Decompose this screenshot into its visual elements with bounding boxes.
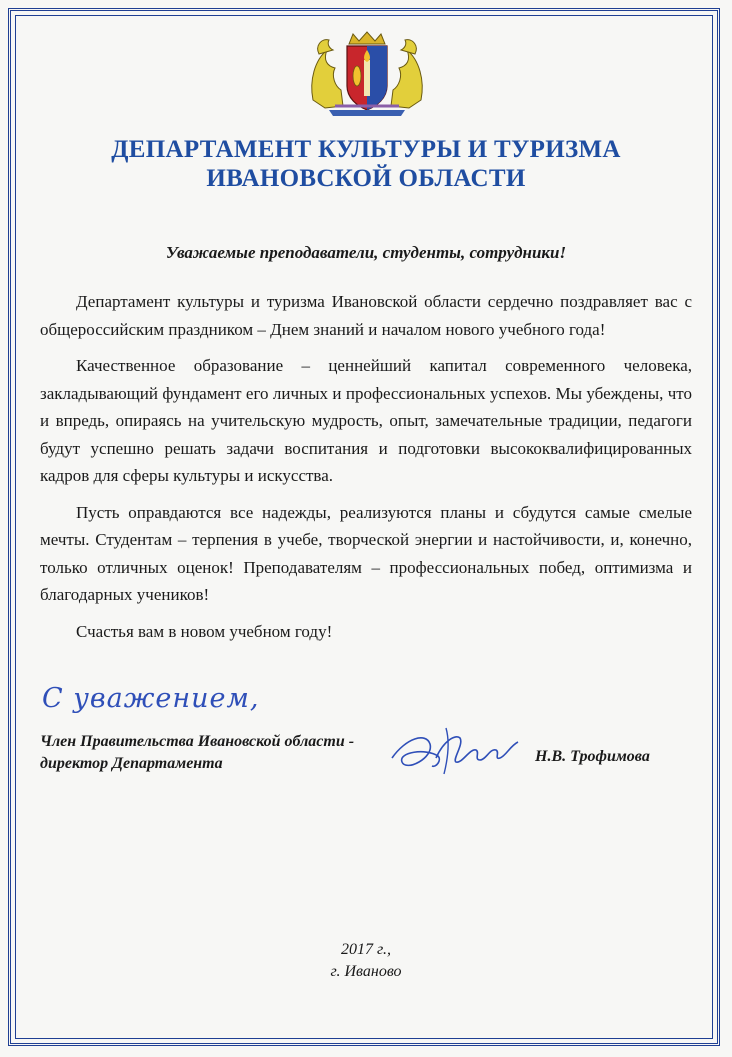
footer-year: 2017 г., [340, 941, 392, 958]
signatory-title-line2: директор Департамента [40, 755, 223, 772]
signatory-name: Н.В. Трофимова [535, 748, 650, 765]
paragraph: Качественное образование – ценнейший капитал современного человека, закладывающий фундамент его личных и профессиональных успехов. Мы убеждены, что и впредь, опираясь на учительскую мудрость, опыт, замечательные традиции, педагоги будут успешно решать задачи воспитания и подготовки высококвалифицированных кадров для сферы культуры и искусства. [40, 356, 692, 485]
paragraph: Пусть оправдаются все надежды, реализуются планы и сбудутся самые смелые мечты. Студентам – терпения в учебе, творческой энергии и настойчивости, и, конечно, только отличных оценок! Преподавателям – профессиональных побед, оптимизма и благодарных учеников! [40, 502, 692, 604]
salutation: Уважаемые преподаватели, студенты, сотрудники! [165, 243, 567, 262]
signatory-title-line1: Член Правительства Ивановской области - [40, 733, 355, 750]
footer-city: г. Иваново [330, 963, 402, 980]
signatory-title [40, 731, 354, 775]
paragraph: Департамент культуры и туризма Ивановской области сердечно поздравляет вас с общероссийским праздником – Днем знаний и началом нового учебного года! [40, 292, 692, 339]
handwritten-regards: С уважением, [42, 683, 260, 714]
paragraph: Счастья вам в новом учебном году! [76, 621, 333, 641]
letter-body [40, 288, 692, 654]
department-title-line1: ДЕПАРТАМЕНТ КУЛЬТУРЫ И ТУРИЗМА [111, 136, 621, 163]
coat-of-arms-icon [305, 30, 429, 116]
handwritten-signature-icon [386, 718, 526, 786]
department-title-line2: ИВАНОВСКОЙ ОБЛАСТИ [206, 165, 526, 192]
